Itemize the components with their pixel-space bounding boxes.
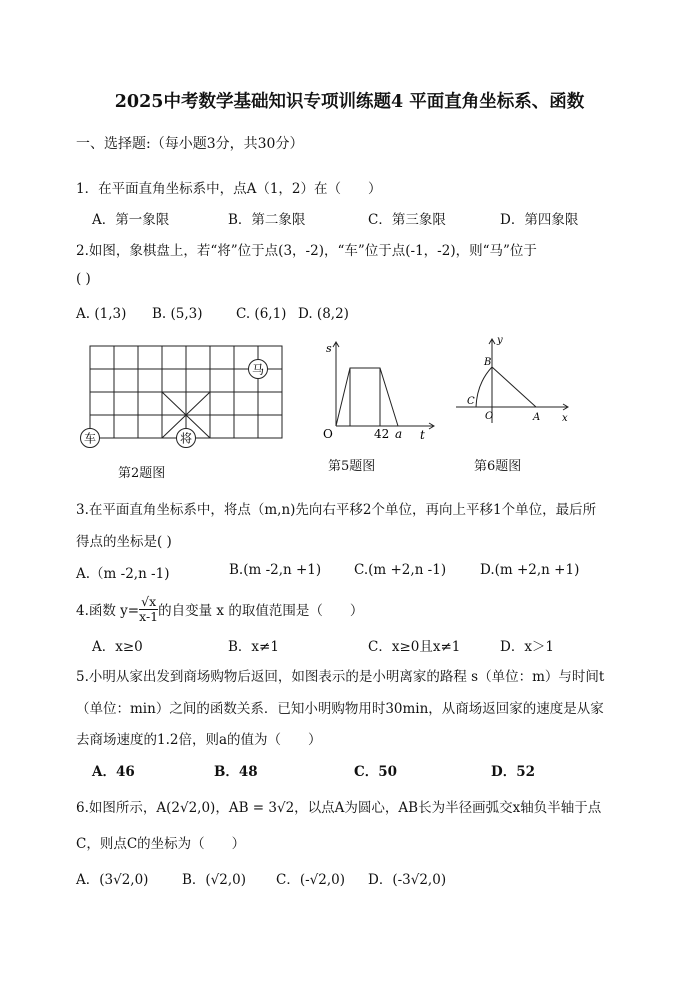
fig5-t-label: t: [420, 428, 425, 442]
q3-option-a: A.（m -2,n -1): [76, 566, 170, 582]
q3-stem-line2: 得点的坐标是( ): [76, 534, 172, 550]
fig6-graph: [452, 335, 577, 430]
q4-fraction-denominator: x-1: [139, 608, 159, 624]
piece-ma: [249, 360, 268, 379]
q5-option-c: C．50: [354, 764, 398, 780]
svg-text:马: 马: [251, 362, 265, 377]
svg-text:将: 将: [179, 431, 193, 446]
piece-jiang: [177, 429, 196, 448]
fig5-s-label: s: [326, 342, 332, 355]
fig6-a-label: A: [533, 412, 541, 423]
q5-line2: （单位：min）之间的函数关系．已知小明购物用时30min，从商场返回家的速度是从家: [76, 701, 604, 717]
q4-stem: [76, 589, 363, 629]
q5-line3: 去商场速度的1.2倍，则a的值为（ ）: [76, 732, 322, 748]
fig6-b-label: B: [484, 357, 492, 368]
q1-option-b: B．第二象限: [228, 212, 306, 228]
fig6-c-label: C: [467, 396, 475, 407]
section-heading: 一、选择题:（每小题3分，共30分）: [76, 136, 304, 152]
fig6-caption: 第6题图: [474, 459, 522, 474]
q4-stem-post: 的自变量 x 的取值范围是（ ）: [158, 603, 364, 619]
fig5-graph: [316, 338, 441, 448]
fig5-origin-label: O: [323, 427, 333, 441]
fig5-caption: 第5题图: [328, 459, 376, 474]
q6-option-c: C．(-√2,0): [276, 872, 345, 888]
q6-line1: 6.如图所示，A(2√2,0)，AB = 3√2，以点A为圆心，AB长为半径画弧交x轴负半轴于点: [76, 800, 602, 816]
q4-stem-pre: 4.函数 y=: [76, 603, 140, 619]
q2-option-a: A. (1,3): [76, 306, 127, 322]
fig6-origin-label: O: [485, 411, 494, 422]
q2-stem-line2: ( ): [76, 271, 91, 287]
q4-option-d: D．x＞1: [500, 639, 555, 655]
q2-stem-line1: 2.如图，象棋盘上，若“将”位于点(3，-2)，“车”位于点(-1，-2)，则“马”位于: [76, 243, 537, 259]
q5-option-b: B．48: [214, 764, 258, 780]
q1-stem: 1．在平面直角坐标系中，点A（1，2）在（ ）: [76, 181, 382, 197]
fig5-tick-a: a: [395, 427, 403, 441]
q2-option-d: D. (8,2): [298, 306, 349, 322]
chessboard-figure: [78, 342, 293, 452]
fig5-tick-42: 42: [374, 427, 390, 441]
q4-option-a: A．x≥0: [92, 639, 143, 655]
fig6-y-label: y: [497, 335, 503, 346]
svg-text:车: 车: [83, 431, 97, 446]
q2-option-b: B. (5,3): [152, 306, 203, 322]
q4-option-c: C．x≥0且x≠1: [368, 639, 461, 655]
fig2-caption: 第2题图: [118, 466, 166, 481]
q3-option-d: D.(m +2,n +1): [480, 562, 580, 578]
q6-option-a: A．(3√2,0): [76, 872, 149, 888]
q3-option-b: B.(m -2,n +1): [229, 562, 322, 578]
q4-option-b: B．x≠1: [228, 639, 279, 655]
q5-line1: 5.小明从家出发到商场购物后返回，如图表示的是小明离家的路程 s（单位：m）与时间t: [76, 669, 605, 685]
page-title: 2025中考数学基础知识专项训练题4 平面直角坐标系、函数: [114, 92, 585, 112]
q4-fraction: [139, 595, 158, 624]
piece-ju: [81, 429, 100, 448]
q3-stem-line1: 3.在平面直角坐标系中，将点（m,n)先向右平移2个单位，再向上平移1个单位，最后所: [76, 502, 597, 518]
q1-option-a: A．第一象限: [92, 212, 170, 228]
q6-option-d: D．(-3√2,0): [368, 872, 447, 888]
q1-option-d: D．第四象限: [500, 212, 579, 228]
q1-option-c: C．第三象限: [368, 212, 446, 228]
q6-option-b: B．(√2,0): [182, 872, 247, 888]
q5-option-d: D．52: [491, 764, 535, 780]
fig6-x-label: x: [562, 413, 568, 424]
q3-option-c: C.(m +2,n -1): [354, 562, 447, 578]
q4-fraction-numerator: √x: [141, 593, 157, 609]
q2-option-c: C. (6,1): [236, 306, 287, 322]
q5-option-a: A．46: [92, 764, 135, 780]
q6-line2: C，则点C的坐标为（ ）: [76, 836, 246, 852]
